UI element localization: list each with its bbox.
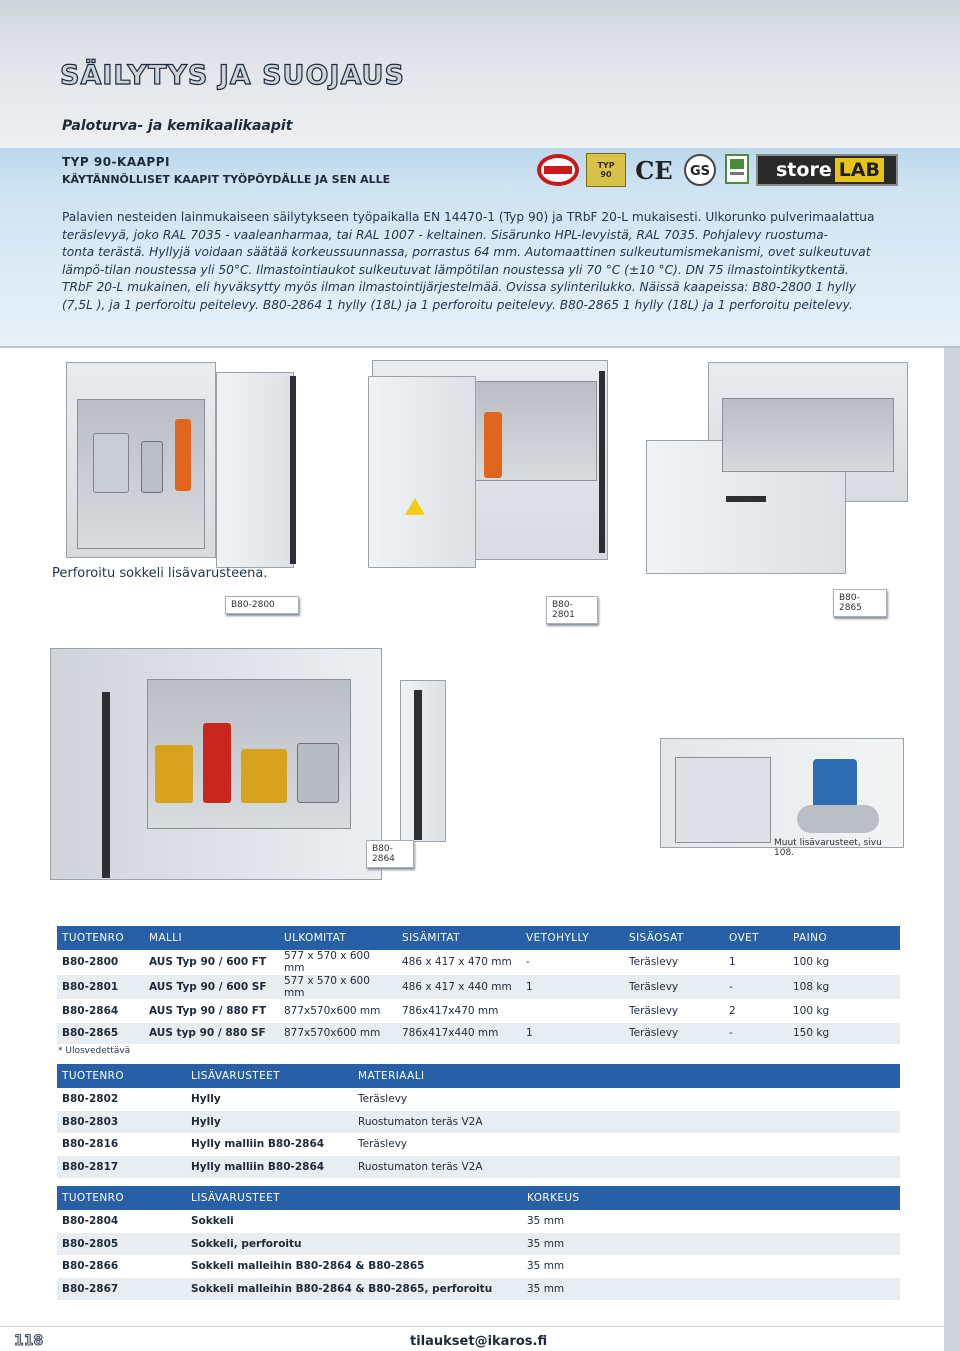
canister-image	[203, 723, 231, 803]
cell: B80-2867	[57, 1278, 186, 1301]
cell: B80-2800	[57, 950, 144, 975]
cell: Teräslevy	[353, 1088, 900, 1111]
shelves-table	[57, 1064, 900, 1179]
canister-image	[297, 743, 339, 803]
fire-safety-logo-icon	[536, 153, 580, 187]
col-header-ovet: OVET	[724, 926, 788, 950]
intro-line: teräslevyä, joko RAL 7035 - vaaleanharmaa, tai RAL 1007 - keltainen. Sisärunko HPL-levyistä, RAL 7035. Pohjalevy ruostuma-	[62, 227, 829, 242]
col-header-ulkomitat: ULKOMITAT	[279, 926, 397, 950]
col-header-sisaosat: SISÄOSAT	[624, 926, 724, 950]
storelab-logo-icon	[756, 154, 898, 186]
cabinets-table	[57, 926, 900, 1045]
cell: Sokkeli, perforoitu	[186, 1233, 522, 1256]
cell: 35 mm	[522, 1278, 900, 1301]
tuv-mark-icon	[724, 153, 750, 187]
cell: 100 kg	[788, 1000, 900, 1023]
typ90-logo-text: TYP	[597, 161, 615, 170]
table-header-row	[57, 1186, 900, 1210]
section-subtitle: Paloturva- ja kemikaalikaapit	[62, 118, 293, 134]
cell: Ruostumaton teräs V2A	[353, 1111, 900, 1134]
col-header-tuotenro: TUOTENRO	[57, 1186, 186, 1210]
col-header-sisamitat: SISÄMITAT	[397, 926, 521, 950]
cell: AUS Typ 90 / 600 FT	[144, 950, 279, 975]
product-tag-b80-2800: B80-2800	[225, 596, 299, 614]
certification-logos	[536, 150, 906, 190]
table-row	[57, 1133, 900, 1156]
cell: 2	[724, 1000, 788, 1023]
intro-line: lämpö-tilan noustessa yli 50°C. Ilmastointiaukot sulkeutuvat lämpötilan noustessa yli 70 °C (±10 °C). DN 75 ilmastointikytkentä.	[62, 262, 849, 277]
cell: 1	[724, 950, 788, 975]
table-row	[57, 1111, 900, 1134]
intro-line: tonta terästä. Hyllyjä voidaan säätää korkeussuunnassa, porrastus 64 mm. Automaattinen sulkeutumismekanismi, ovet sulkeutuvat	[62, 245, 871, 260]
cell: Hylly malliin B80-2864	[186, 1156, 353, 1179]
table-row	[57, 1088, 900, 1111]
cell: AUS Typ 90 / 600 SF	[144, 975, 279, 1000]
page-number: 118	[14, 1333, 44, 1349]
cell: B80-2864	[57, 1000, 144, 1023]
gs-mark-icon	[682, 153, 718, 187]
cell: 486 x 417 x 470 mm	[397, 950, 521, 975]
typ90-logo-icon	[586, 153, 626, 187]
cell: -	[724, 975, 788, 1000]
cell: 786x417x470 mm	[397, 1000, 521, 1023]
col-header-paino: PAINO	[788, 926, 900, 950]
typ90-logo-number: 90	[600, 170, 612, 179]
door-seal	[414, 690, 422, 840]
canister-image	[484, 412, 502, 478]
product-type-heading: TYP 90-KAAPPI	[62, 155, 170, 169]
drawer-interior	[722, 398, 894, 472]
canister-image	[155, 745, 193, 803]
cell: Sokkeli	[186, 1210, 522, 1233]
cell: Hylly	[186, 1088, 353, 1111]
table-row	[57, 1255, 900, 1278]
accessories-photo	[660, 738, 904, 848]
intro-line: Palavien nesteiden lainmukaiseen säilytykseen työpaikalla EN 14470-1 (Typ 90) ja TRbF 20-L mukaisesti. Ulkorunko pulverimaalattua	[62, 210, 875, 224]
door-seal	[102, 692, 110, 878]
table-row	[57, 975, 900, 1000]
product-tag-b80-2801: B80-2801	[546, 596, 598, 624]
product-tag-b80-2864: B80-2864	[366, 840, 414, 868]
cabinet-photo-b80-2864	[50, 648, 382, 880]
footer-divider	[0, 1326, 944, 1327]
cell: -	[521, 950, 624, 975]
table-row	[57, 950, 900, 975]
col-header-lisavarusteet: LISÄVARUSTEET	[186, 1064, 353, 1088]
table-row	[57, 1156, 900, 1179]
cabinet-door	[400, 680, 446, 842]
product-tag-b80-2865: B80-2865	[833, 589, 887, 617]
cell	[521, 1000, 624, 1023]
cell: 1	[521, 1022, 624, 1045]
cell: 577 x 570 x 600 mm	[279, 975, 397, 1000]
table-row	[57, 1022, 900, 1045]
cabinet-door	[216, 372, 294, 568]
order-email-link[interactable]: tilaukset@ikaros.fi	[410, 1334, 548, 1349]
storelab-logo-right: LAB	[835, 158, 884, 182]
product-type-subheading: KÄYTÄNNÖLLISET KAAPIT TYÖPÖYDÄLLE JA SEN ALLE	[62, 173, 391, 186]
cell: 1	[521, 975, 624, 1000]
table-row	[57, 1233, 900, 1256]
cell: AUS Typ 90 / 880 FT	[144, 1000, 279, 1023]
canister-image	[93, 433, 129, 493]
intro-text	[62, 209, 912, 315]
cell: 35 mm	[522, 1255, 900, 1278]
col-header-lisavarusteet: LISÄVARUSTEET	[186, 1186, 522, 1210]
col-header-materiaali: MATERIAALI	[353, 1064, 900, 1088]
cell: B80-2817	[57, 1156, 186, 1179]
cell: B80-2816	[57, 1133, 186, 1156]
plinths-table	[57, 1186, 900, 1301]
cabinet-photo-b80-2800	[66, 362, 216, 558]
table-row	[57, 1000, 900, 1023]
cell: B80-2804	[57, 1210, 186, 1233]
cell: 108 kg	[788, 975, 900, 1000]
cell: Teräslevy	[353, 1133, 900, 1156]
canister-image	[141, 441, 163, 493]
perforated-plinth-caption: Perforoitu sokkeli lisävarusteena.	[52, 566, 268, 581]
cell: B80-2866	[57, 1255, 186, 1278]
small-cabinet-image	[675, 757, 771, 843]
cell: 35 mm	[522, 1210, 900, 1233]
intro-line: TRbF 20-L mukainen, eli hyväksytty myös ilman ilmastointijärjestelmää. Ovissa sylinterilukko. Näissä kaapeissa: B80-2800 1 hylly	[62, 280, 856, 295]
drawer-handle	[726, 496, 766, 502]
cell: 877x570x600 mm	[279, 1022, 397, 1045]
cell: Sokkeli malleihin B80-2864 & B80-2865	[186, 1255, 522, 1278]
door-seal	[290, 376, 296, 564]
col-header-vetohylly: VETOHYLLY	[521, 926, 624, 950]
ventilation-fan-image	[813, 759, 857, 809]
cell: Ruostumaton teräs V2A	[353, 1156, 900, 1179]
cell: B80-2865	[57, 1022, 144, 1045]
cell: Teräslevy	[624, 950, 724, 975]
intro-line: (7,5L ), ja 1 perforoitu peitelevy. B80-2864 1 hylly (18L) ja 1 perforoitu peitelevy. B80-2865 1 hylly (18L) ja 1 perforoitu peitelevy.	[62, 297, 853, 312]
page-title: SÄILYTYS JA SUOJAUS	[60, 60, 405, 91]
cell: B80-2805	[57, 1233, 186, 1256]
cell: 577 x 570 x 600 mm	[279, 950, 397, 975]
cell: Teräslevy	[624, 1000, 724, 1023]
ventilation-duct-image	[797, 805, 879, 833]
canister-image	[241, 749, 287, 803]
side-bar	[944, 348, 960, 1351]
cell: B80-2801	[57, 975, 144, 1000]
cell: 877x570x600 mm	[279, 1000, 397, 1023]
gs-mark-text: GS	[689, 164, 711, 179]
cell: Hylly malliin B80-2864	[186, 1133, 353, 1156]
drawer-front	[368, 376, 476, 568]
canister-image	[175, 419, 191, 491]
cell: Sokkeli malleihin B80-2864 & B80-2865, perforoitu	[186, 1278, 522, 1301]
door-seal	[599, 371, 605, 553]
warning-sticker-icon	[405, 498, 425, 515]
cell: Teräslevy	[624, 975, 724, 1000]
cell: B80-2803	[57, 1111, 186, 1134]
col-header-tuotenro: TUOTENRO	[57, 926, 144, 950]
cell: AUS typ 90 / 880 SF	[144, 1022, 279, 1045]
accessories-reference-tag: Muut lisävarusteet, sivu 108.	[774, 838, 882, 858]
col-header-korkeus: KORKEUS	[522, 1186, 900, 1210]
storelab-logo-left: store	[776, 159, 832, 181]
cell: 150 kg	[788, 1022, 900, 1045]
cell: 35 mm	[522, 1233, 900, 1256]
table-header-row	[57, 926, 900, 950]
cell: B80-2802	[57, 1088, 186, 1111]
pull-out-footnote: * Ulosvedettävä	[58, 1046, 131, 1056]
cell: 486 x 417 x 440 mm	[397, 975, 521, 1000]
col-header-malli: MALLI	[144, 926, 279, 950]
cell: Hylly	[186, 1111, 353, 1134]
cell: Teräslevy	[624, 1022, 724, 1045]
table-row	[57, 1210, 900, 1233]
cell: -	[724, 1022, 788, 1045]
ce-mark-icon: CE	[635, 155, 673, 185]
col-header-tuotenro: TUOTENRO	[57, 1064, 186, 1088]
table-row	[57, 1278, 900, 1301]
cell: 786x417x440 mm	[397, 1022, 521, 1045]
cell: 100 kg	[788, 950, 900, 975]
table-header-row	[57, 1064, 900, 1088]
